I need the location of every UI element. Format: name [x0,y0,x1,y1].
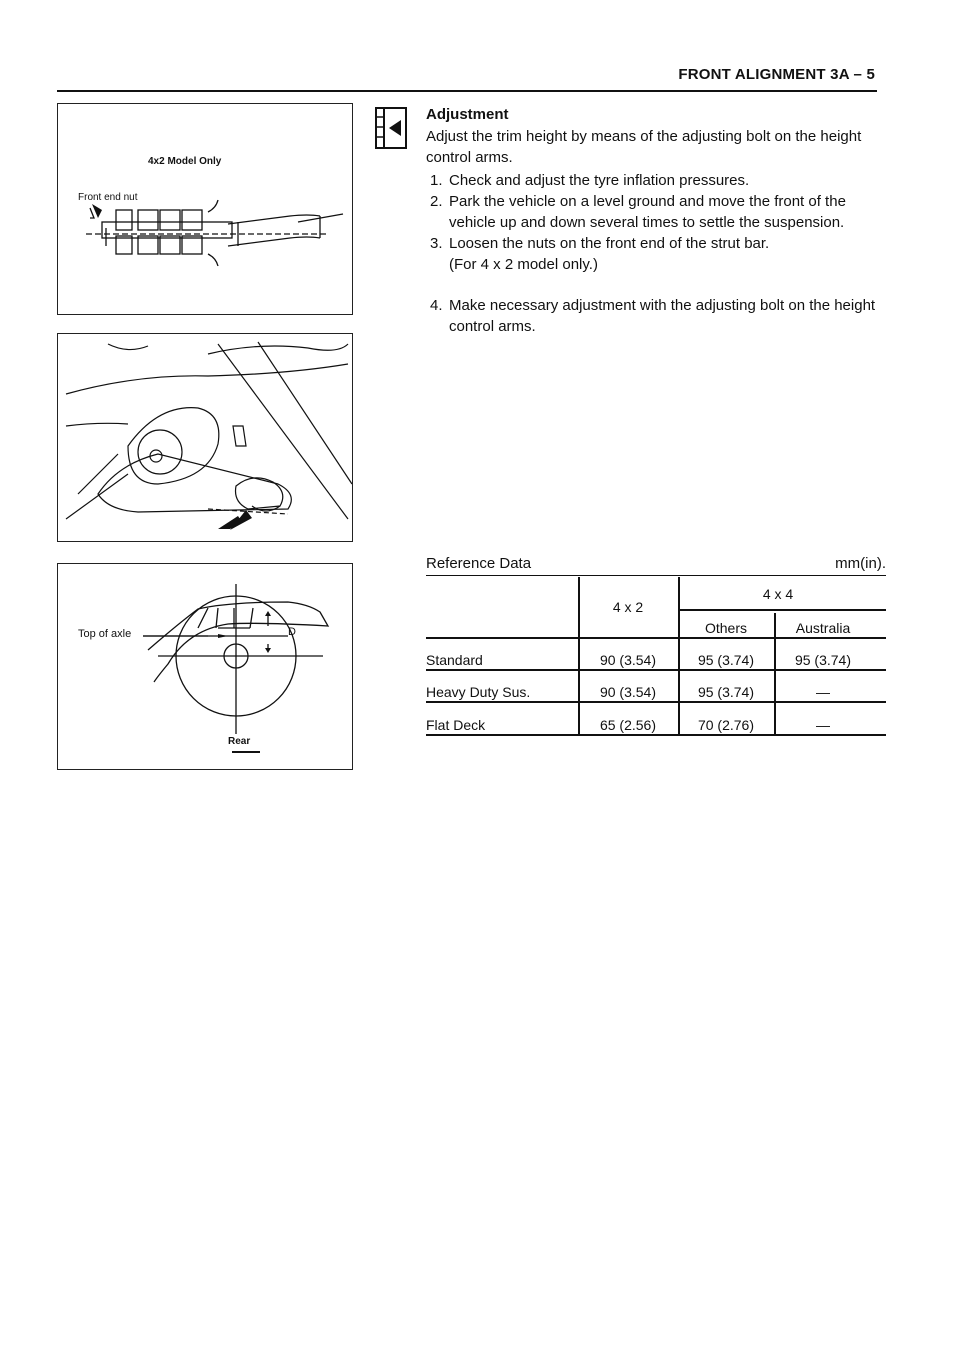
cell-others: 95 (3.74) [697,652,755,668]
strut-bar-drawing [58,104,352,314]
step-item [426,295,886,337]
row-label: Flat Deck [426,717,486,733]
reference-heading [426,555,886,576]
step-item [426,191,886,233]
axle-drawing [58,564,352,769]
cell-4x2: 90 (3.54) [599,684,657,700]
step-item [426,233,886,275]
figure-label-rear: Rear [228,736,251,747]
table-rule [426,669,886,671]
header-rule [57,90,877,92]
cell-australia: — [816,684,830,700]
figure-label-top-of-axle: Top of axle [78,628,132,640]
cell-4x2: 90 (3.54) [599,652,657,668]
figure-caption: 4x2 Model Only [148,156,222,167]
step-list [426,170,886,337]
step-subtext: (For 4 x 2 model only.) [449,256,598,273]
table-rule [426,701,886,703]
step-text: Make necessary adjustment with the adjusting bolt on the height control arms. [449,297,876,335]
table-rule [678,609,886,611]
figure-label-front-end-nut: Front end nut [78,192,138,203]
page-header-title: FRONT ALIGNMENT 3A – 5 [678,66,875,83]
row-label: Heavy Duty Sus. [426,684,531,700]
step-text: Loosen the nuts on the front end of the strut bar. [449,235,770,252]
step-item [426,170,886,191]
section-intro: Adjust the trim height by means of the adjusting bolt on the height control arms. [426,128,862,166]
reference-unit: mm(in). [835,555,886,572]
step-text: Park the vehicle on a level ground and move the front of the vehicle up and down several times to settle the suspension. [449,193,846,231]
col-header-others: Others [704,620,747,636]
figure-top-of-axle [57,563,353,770]
step-number: 4. [430,297,443,314]
cell-others: 95 (3.74) [697,684,755,700]
figure-strut-bar [57,103,353,315]
step-text: Check and adjust the tyre inflation pressures. [449,172,750,189]
col-header-4x2: 4 x 2 [612,599,644,615]
table-rule [426,734,886,736]
step-number: 1. [430,172,443,189]
cell-australia: — [816,717,830,733]
adjustment-section [426,104,886,337]
col-header-4x4: 4 x 4 [762,586,794,602]
adjusting-bolt-drawing [58,334,352,541]
cell-4x2: 65 (2.56) [599,717,657,733]
row-label: Standard [426,652,483,668]
step-number: 2. [430,193,443,210]
table-rule [426,637,886,639]
reference-icon [375,107,407,149]
section-heading: Adjustment [426,106,509,123]
figure-adjusting-bolt [57,333,353,542]
reference-title: Reference Data [426,555,532,572]
col-header-australia: Australia [795,620,851,636]
figure-label-d: D [288,626,296,638]
cell-others: 70 (2.76) [697,717,755,733]
step-number: 3. [430,235,443,252]
cell-australia: 95 (3.74) [794,652,852,668]
